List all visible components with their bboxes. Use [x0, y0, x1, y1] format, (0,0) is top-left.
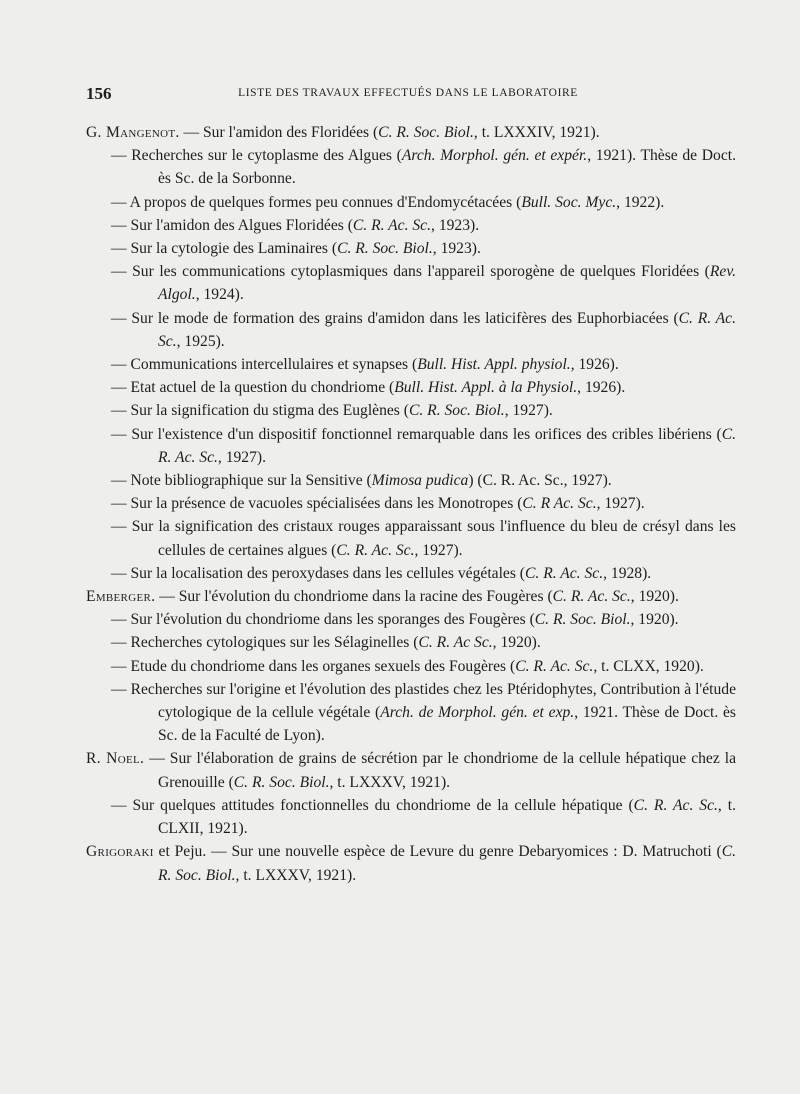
bibliography-entry [86, 307, 736, 353]
entry-journal: C. R. Soc. Biol. [233, 773, 330, 791]
entry-journal: Rev. Algol. [158, 263, 736, 304]
entry-citation: , 1923). [432, 240, 481, 258]
entry-citation: , 1924). [195, 286, 244, 304]
entry-journal: C. R. Ac. Sc. [525, 564, 604, 582]
bibliography-entry [86, 144, 736, 190]
entry-dash: — [111, 263, 133, 281]
entry-citation: , t. CLXII, 1921). [158, 796, 736, 838]
entry-journal: C. R. Soc. Biol. [534, 611, 631, 629]
entry-text: Sur la cytologie des Laminaires ( [130, 240, 338, 258]
entry-text: Communications intercellulaires et synapses ( [130, 356, 418, 374]
entry-author: Emberger. [86, 588, 156, 606]
bibliography-entry [86, 608, 736, 631]
entry-dash: — [111, 425, 132, 443]
entry-text: — Sur l'amidon des Floridées ( [179, 124, 379, 141]
bibliography-entry [86, 655, 736, 678]
entry-citation: , 1928). [603, 564, 652, 582]
entry-citation: , 1927). [217, 448, 266, 466]
entry-journal: C. R. Ac. Sc. [552, 588, 631, 606]
entry-citation: , 1922). [616, 193, 665, 211]
entry-citation: , t. LXXXIV, 1921). [473, 124, 600, 141]
entry-text: Sur la localisation des peroxydases dans les cellules végétales ( [130, 564, 525, 582]
entry-text: Recherches cytologiques sur les Sélaginelles ( [130, 634, 419, 652]
entry-text: Sur l'amidon des Algues Floridées ( [130, 216, 353, 234]
entry-journal: Mimosa pudica [371, 472, 469, 490]
bibliography-entry [86, 121, 736, 144]
bibliography-entry [86, 840, 736, 886]
bibliography-entry [86, 515, 736, 561]
entry-citation: , 1921). Thèse de Doct. ès Sc. de la Sorbonne. [158, 147, 736, 188]
entry-journal: C. R. Soc. Biol. [158, 843, 736, 884]
bibliography-entry [86, 353, 736, 376]
entry-journal: C. R Ac. Sc. [522, 495, 597, 513]
entry-author: Grigoraki [86, 843, 154, 861]
entry-journal: Arch. Morphol. gén. et expér. [401, 147, 588, 165]
entry-citation: , 1927). [504, 402, 553, 420]
entry-author: G. Mangenot. [86, 124, 180, 141]
bibliography-entry [86, 678, 736, 748]
entry-journal: C. R. Ac. Sc. [158, 309, 736, 350]
bibliography-entry [86, 237, 736, 260]
entry-journal: C. R. Ac. Sc. [336, 541, 415, 559]
bibliography-entry [86, 399, 736, 422]
bibliography-entry [86, 631, 736, 654]
entry-journal: C. R. Ac. Sc. [158, 425, 736, 466]
entry-dash: — [111, 564, 131, 582]
bibliography-entry [86, 376, 736, 399]
entry-journal: C. R. Ac. Sc. [633, 796, 718, 814]
entry-dash: — [111, 309, 132, 327]
entry-citation: , t. CLXX, 1920). [593, 657, 704, 675]
entry-dash: — [111, 402, 131, 420]
bibliography-entry [86, 492, 736, 515]
entry-citation: , 1926). [577, 379, 626, 397]
entry-text: Sur la présence de vacuoles spécialisées dans les Monotropes ( [130, 495, 523, 513]
entry-dash: — [111, 379, 131, 397]
entry-journal: C. R. Ac. Sc. [352, 216, 432, 234]
entry-dash: — [111, 472, 131, 490]
entry-citation: , t. LXXXV, 1921). [329, 773, 451, 791]
bibliography-entry [86, 469, 736, 492]
entry-text: Etude du chondriome dans les organes sexuels des Fougères ( [130, 657, 516, 675]
entry-text: — Sur l'élaboration de grains de sécrétion par le chondriome de la cellule hépatique chez la Grenouille ( [144, 750, 736, 791]
entry-dash: — [111, 356, 131, 374]
entry-journal: C. R. Soc. Biol. [337, 240, 433, 258]
entry-citation: , 1927). [414, 541, 463, 559]
entry-dash: — [111, 657, 131, 675]
entry-journal: Bull. Hist. Appl. à la Physiol. [394, 379, 578, 397]
bibliography-entry [86, 562, 736, 585]
bibliography-entry [86, 747, 736, 793]
entry-journal: Arch. de Morphol. gén. et exp. [380, 704, 575, 722]
entry-text: et Peju. — Sur une nouvelle espèce de Levure du genre Debaryomices : D. Matruchoti ( [153, 843, 722, 861]
entry-text: Sur le mode de formation des grains d'amidon dans les laticifères des Euphorbiacées ( [131, 309, 679, 327]
bibliography-entry [86, 214, 736, 237]
bibliography-entry [86, 794, 736, 840]
page-number: 156 [86, 84, 112, 103]
entry-citation: , 1921. Thèse de Doct. ès Sc. de la Faculté de Lyon). [158, 704, 736, 745]
entry-dash: — [111, 495, 131, 513]
bibliography-entry [86, 260, 736, 306]
entry-dash: — [111, 193, 130, 211]
entry-text: Recherches sur le cytoplasme des Algues ( [131, 147, 402, 165]
bibliography-entry [86, 191, 736, 214]
entry-dash: — [111, 611, 131, 629]
entry-text: Sur la signification du stigma des Euglènes ( [130, 402, 409, 420]
entry-citation: , 1923). [431, 216, 480, 234]
entry-dash: — [111, 634, 131, 652]
entry-dash: — [111, 216, 131, 234]
entry-citation: , 1925). [176, 332, 225, 350]
entry-dash: — [111, 680, 131, 698]
entry-citation: , 1927). [596, 495, 645, 513]
page-header [86, 84, 730, 106]
entry-citation: , 1920). [492, 634, 541, 652]
entry-citation: ) (C. R. Ac. Sc., 1927). [468, 472, 612, 490]
entry-journal: Bull. Hist. Appl. physiol. [417, 356, 571, 374]
entry-citation: , 1926). [570, 356, 619, 374]
entry-text: Sur la signification des cristaux rouges apparaissant sous l'influence du bleu de crésyl dans les cellules de certaines algues ( [131, 518, 736, 559]
entry-text: — Sur l'évolution du chondriome dans la racine des Fougères ( [155, 588, 553, 606]
entry-text: Sur l'évolution du chondriome dans les sporanges des Fougères ( [130, 611, 535, 629]
entry-dash: — [111, 240, 131, 258]
entry-journal: C. R. Ac Sc. [418, 634, 493, 652]
entry-author: R. Noel. [86, 750, 145, 768]
bibliography-list [86, 121, 736, 887]
entry-journal: C. R. Soc. Biol. [408, 402, 505, 420]
entry-text: Sur quelques attitudes fonctionnelles du chondriome de la cellule hépatique ( [132, 796, 634, 814]
entry-text: Sur l'existence d'un dispositif fonctionnel remarquable dans les orifices des cribles libériens ( [131, 425, 722, 443]
entry-journal: C. R. Soc. Biol. [378, 124, 474, 141]
entry-citation: , t. LXXXV, 1921). [235, 866, 357, 884]
entry-text: Note bibliographique sur la Sensitive ( [130, 472, 372, 490]
entry-citation: , 1920). [630, 611, 679, 629]
running-title: LISTE DES TRAVAUX EFFECTUÉS DANS LE LABORATOIRE [238, 87, 578, 99]
entry-dash: — [111, 796, 133, 814]
entry-text: A propos de quelques formes peu connues d'Endomycétacées ( [129, 193, 522, 211]
entry-text: Recherches sur l'origine et l'évolution des plastides chez les Ptéridophytes, Contribution à l'étude cytologique de la cellule végétale ( [130, 680, 736, 722]
entry-journal: C. R. Ac. Sc. [515, 657, 594, 675]
entry-dash: — [111, 518, 132, 536]
entry-dash: — [111, 147, 132, 165]
entry-text: Etat actuel de la question du chondriome ( [130, 379, 395, 397]
entry-text: Sur les communications cytoplasmiques dans l'appareil sporogène de quelques Floridées ( [132, 263, 710, 281]
bibliography-entry [86, 423, 736, 469]
bibliography-entry [86, 585, 736, 608]
entry-citation: , 1920). [630, 588, 679, 606]
entry-journal: Bull. Soc. Myc. [521, 193, 617, 211]
